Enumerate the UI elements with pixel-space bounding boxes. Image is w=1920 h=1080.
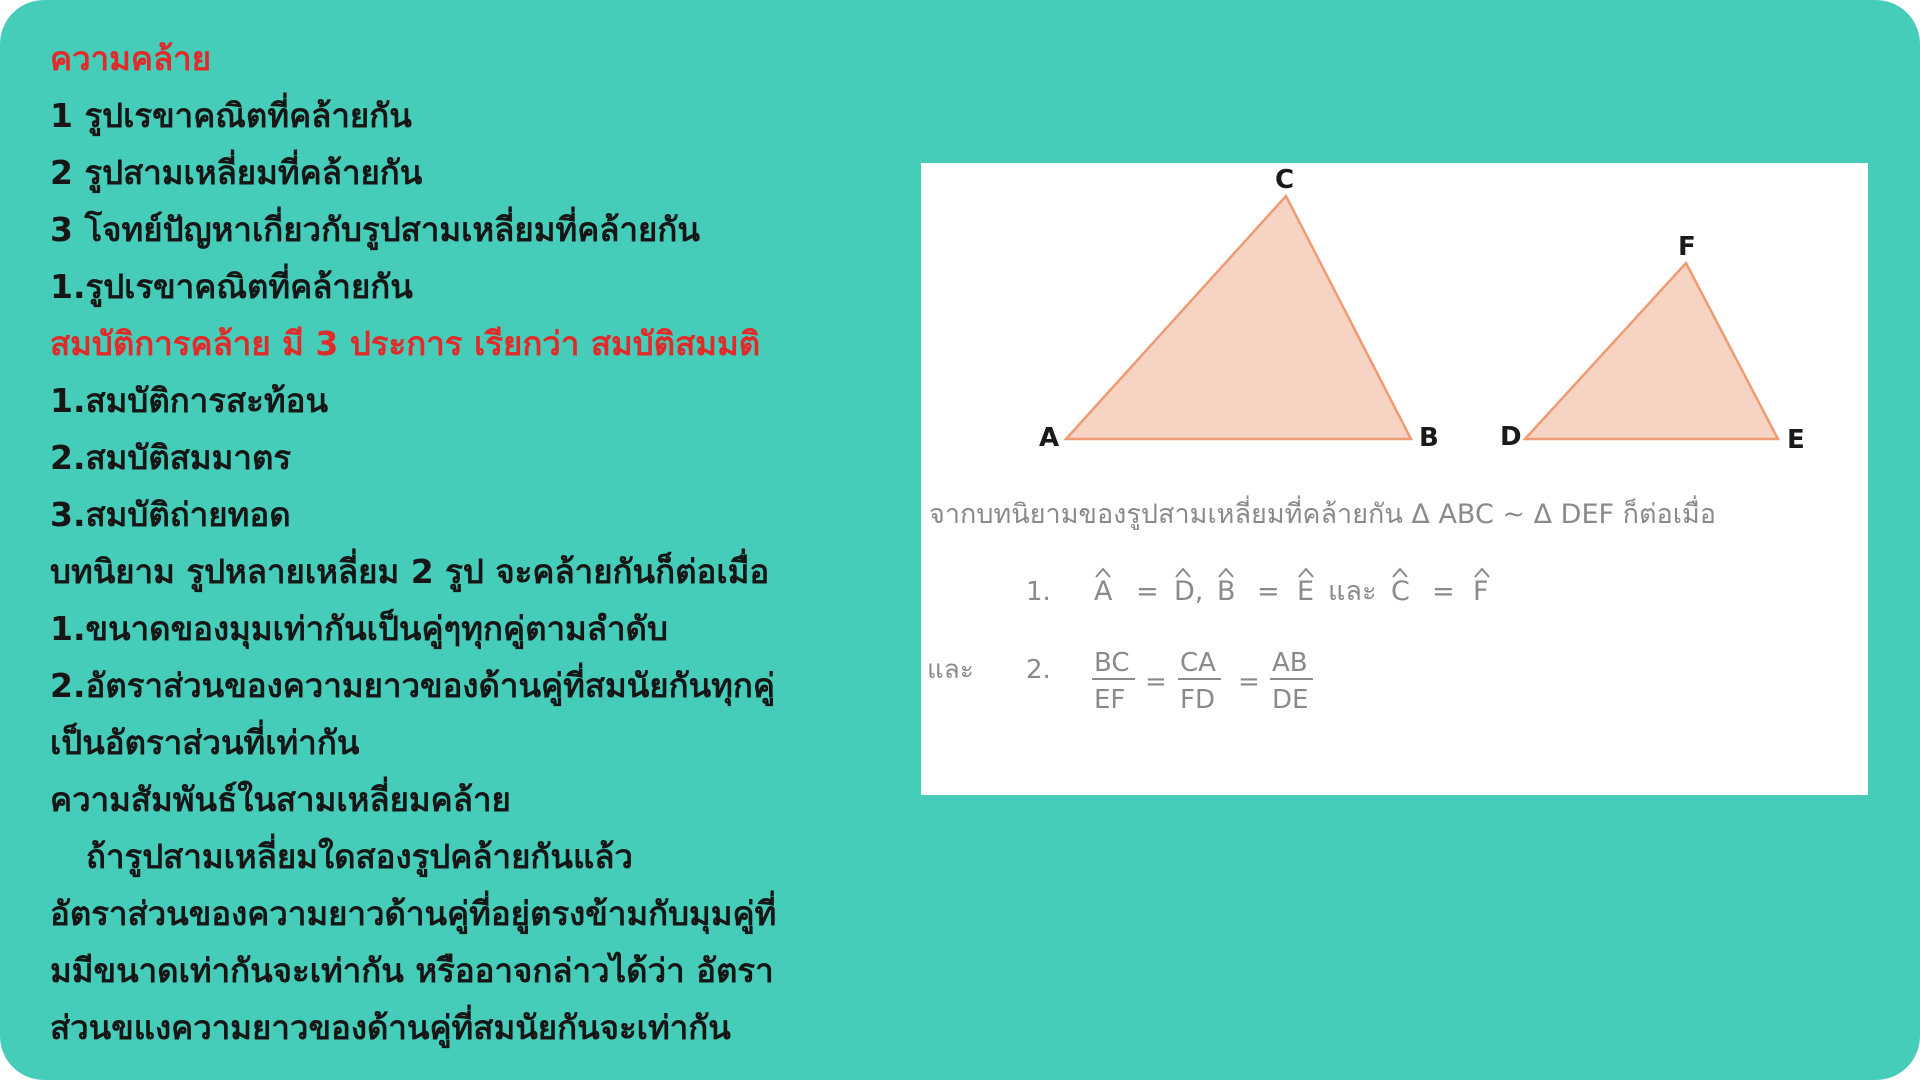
and-label: และ	[927, 655, 974, 685]
triangle-def	[1525, 263, 1778, 439]
angle-f: F	[1473, 576, 1489, 607]
condition-2-number: 2.	[1026, 655, 1051, 685]
content-line: สมบัติการคล้าย มี 3 ประการ เรียกว่า สมบัติสมมติ	[50, 324, 761, 363]
ratio-2-numerator: CA	[1180, 648, 1216, 678]
ratio-1-numerator: BC	[1094, 648, 1130, 678]
vertex-b-label: B	[1419, 423, 1439, 453]
vertex-f-label: F	[1678, 232, 1696, 262]
vertex-c-label: C	[1275, 165, 1295, 195]
vertex-d-label: D	[1500, 422, 1522, 452]
slide-heading: ความคล้าย	[50, 39, 212, 78]
content-line: 3.สมบัติถ่ายทอด	[50, 495, 291, 534]
condition-1-number: 1.	[1026, 577, 1051, 607]
equals-sign: =	[1257, 576, 1280, 607]
ratio-2-denominator: FD	[1180, 685, 1215, 715]
angle-equality	[1094, 569, 1489, 607]
similar-triangles-figure	[921, 163, 1868, 795]
angle-e: E	[1297, 576, 1315, 607]
content-line: มมีขนาดเท่ากันจะเท่ากัน หรืออาจกล่าวได้ว่า อัตรา	[50, 951, 774, 990]
angle-b: B	[1217, 576, 1236, 607]
content-line: ความสัมพันธ์ในสามเหลี่ยมคล้าย	[50, 780, 511, 819]
content-line: 1.ขนาดของมุมเท่ากันเป็นคู่ๆทุกคู่ตามลำดับ	[50, 609, 668, 648]
equals-sign: =	[1238, 667, 1260, 697]
angle-d: D,	[1174, 576, 1204, 607]
content-line: 2.อัตราส่วนของความยาวของด้านคู่ที่สมนัยกันทุกคู่	[50, 666, 775, 705]
equals-sign: =	[1136, 576, 1159, 607]
content-line: 2 รูปสามเหลี่ยมที่คล้ายกัน	[50, 153, 423, 192]
content-line: ถ้ารูปสามเหลี่ยมใดสองรูปคล้ายกันแล้ว	[86, 837, 633, 876]
angle-a: A	[1094, 576, 1113, 607]
content-line: 1.สมบัติการสะท้อน	[50, 381, 329, 420]
content-line: 1.รูปเรขาคณิตที่คล้ายกัน	[50, 267, 413, 306]
ratio-3-numerator: AB	[1272, 648, 1308, 678]
figure-caption: จากบทนิยามของรูปสามเหลี่ยมที่คล้ายกัน Δ ABC ~ Δ DEF ก็ต่อเมื่อ	[929, 499, 1716, 530]
vertex-a-label: A	[1039, 423, 1060, 453]
text-column	[50, 30, 880, 1056]
equals-sign: =	[1145, 667, 1167, 697]
and-word: และ	[1328, 576, 1377, 607]
content-line: 3 โจทย์ปัญหาเกี่ยวกับรูปสามเหลี่ยมที่คล้ายกัน	[50, 210, 700, 249]
content-line: อัตราส่วนของความยาวด้านคู่ที่อยู่ตรงข้ามกับมุมคู่ที่	[50, 894, 777, 933]
equals-sign: =	[1432, 576, 1455, 607]
content-line: 1 รูปเรขาคณิตที่คล้ายกัน	[50, 96, 412, 135]
angle-c: C	[1391, 576, 1410, 607]
content-line: ส่วนขแงความยาวของด้านคู่ที่สมนัยกันจะเท่ากัน	[50, 1008, 731, 1047]
figure-drawing	[921, 163, 1868, 795]
content-lines	[50, 87, 880, 1056]
content-line: บทนิยาม รูปหลายเหลี่ยม 2 รูป จะคล้ายกันก็ต่อเมื่อ	[50, 552, 770, 591]
ratio-1-denominator: EF	[1094, 685, 1126, 715]
content-line: 2.สมบัติสมมาตร	[50, 438, 292, 477]
triangle-abc	[1066, 196, 1411, 439]
side-ratio-equality	[1092, 648, 1313, 715]
vertex-e-label: E	[1787, 425, 1805, 455]
ratio-3-denominator: DE	[1272, 685, 1309, 715]
content-line: เป็นอัตราส่วนที่เท่ากัน	[50, 723, 360, 762]
